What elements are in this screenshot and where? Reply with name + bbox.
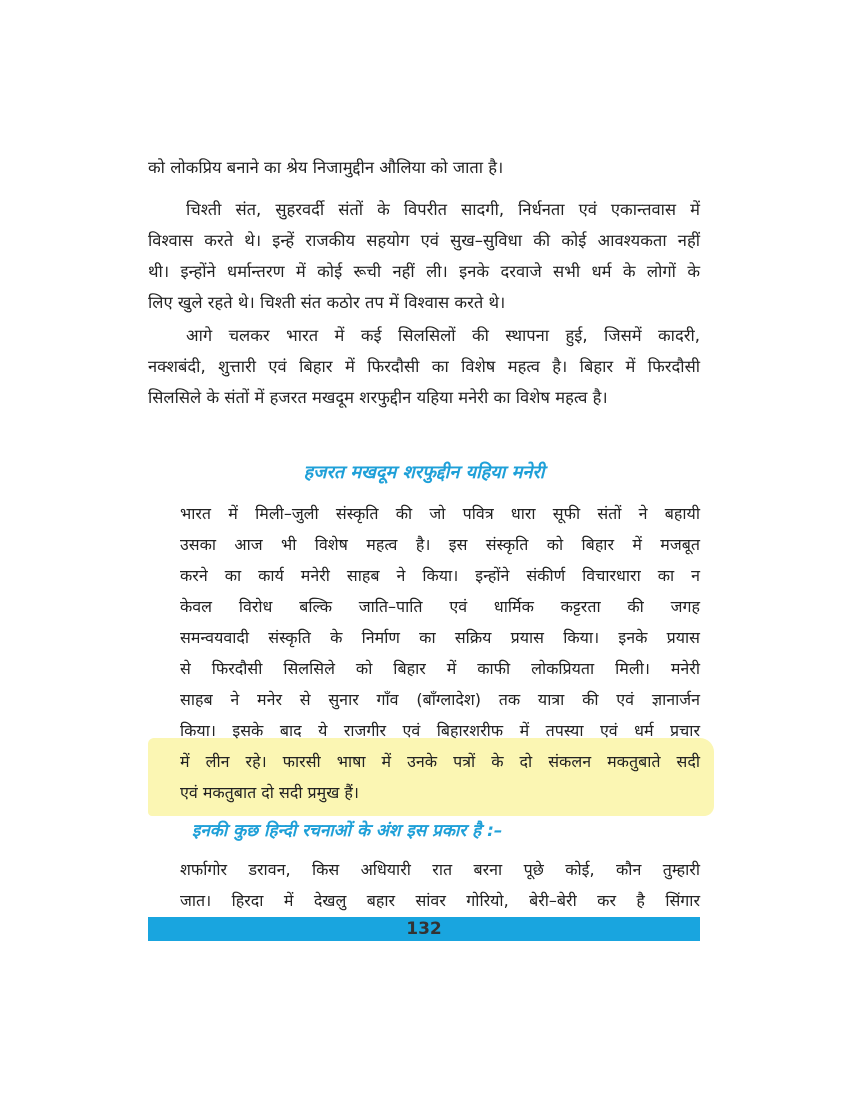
text-line: समन्वयवादी संस्कृति के निर्माण का सक्रिय प्रयास किया। इनके प्रयास xyxy=(180,628,700,647)
text-line: जात। हिरदा में देखलु बहार सांवर गोरियो, बेरी–बेरी कर है सिंगार xyxy=(180,891,700,910)
text-line: सिलसिले के संतों में हजरत मखदूम शरफुद्दीन यहिया मनेरी का विशेष महत्व है। xyxy=(148,388,608,407)
boxed-paragraph xyxy=(180,498,700,808)
page-number: 132 xyxy=(406,919,442,939)
subsection-heading: इनकी कुछ हिन्दी रचनाओं के अंश इस प्रकार है :– xyxy=(192,821,503,841)
text-line: लिए खुले रहते थे। चिश्ती संत कठोर तप में विश्वास करते थे। xyxy=(148,293,506,312)
text-line: थी। इन्होंने धर्मान्तरण में कोई रूची नहीं ली। इनके दरवाजे सभी धर्म के लोगों के xyxy=(148,262,700,281)
text-line: शर्फागोर डरावन, किस अधियारी रात बरना पूछे कोई, कौन तुम्हारी xyxy=(180,860,700,879)
paragraph-3 xyxy=(148,320,700,413)
text-line: आगे चलकर भारत में कई सिलसिलों की स्थापना हुई, जिसमें कादरी, xyxy=(186,326,700,345)
text-line: भारत में मिली–जुली संस्कृति की जो पवित्र धारा सूफी संतों ने बहायी xyxy=(180,504,700,523)
text-line: में लीन रहे। फारसी भाषा में उनके पत्रों के दो संकलन मकतुबाते सदी xyxy=(180,752,700,771)
text-line: से फिरदौसी सिलसिले को बिहार में काफी लोकप्रियता मिली। मनेरी xyxy=(180,659,700,678)
text-line: एवं मकतुबात दो सदी प्रमुख हैं। xyxy=(180,783,359,802)
text-line: केवल विरोध बल्कि जाति–पाति एवं धार्मिक कट्टरता की जगह xyxy=(180,597,700,616)
text-line: साहब ने मनेर से सुनार गाँव (बाँग्लादेश) तक यात्रा की एवं ज्ञानार्जन xyxy=(180,690,700,709)
paragraph-1 xyxy=(148,152,700,183)
text-line: विश्वास करते थे। इन्हें राजकीय सहयोग एवं सुख–सुविधा की कोई आवश्यकता नहीं xyxy=(148,231,700,250)
text-line: उसका आज भी विशेष महत्व है। इस संस्कृति को बिहार में मजबूत xyxy=(180,535,700,554)
text-line: चिश्ती संत, सुहरवर्दी संतों के विपरीत सादगी, निर्धनता एवं एकान्तवास में xyxy=(186,200,700,219)
text-line: नक्शबंदी, शुत्तारी एवं बिहार में फिरदौसी का विशेष महत्व है। बिहार में फिरदौसी xyxy=(148,357,700,376)
section-heading: हजरत मखदूम शरफुद्दीन यहिया मनेरी xyxy=(303,462,545,483)
text-line: किया। इसके बाद ये राजगीर एवं बिहारशरीफ में तपस्या एवं धर्म प्रचार xyxy=(180,721,700,740)
paragraph-2 xyxy=(148,194,700,318)
text-line: को लोकप्रिय बनाने का श्रेय निजामुद्दीन औलिया को जाता है। xyxy=(148,158,504,177)
poem-excerpt xyxy=(180,854,700,916)
text-line: करने का कार्य मनेरी साहब ने किया। इन्होंने संकीर्ण विचारधारा का न xyxy=(180,566,700,585)
